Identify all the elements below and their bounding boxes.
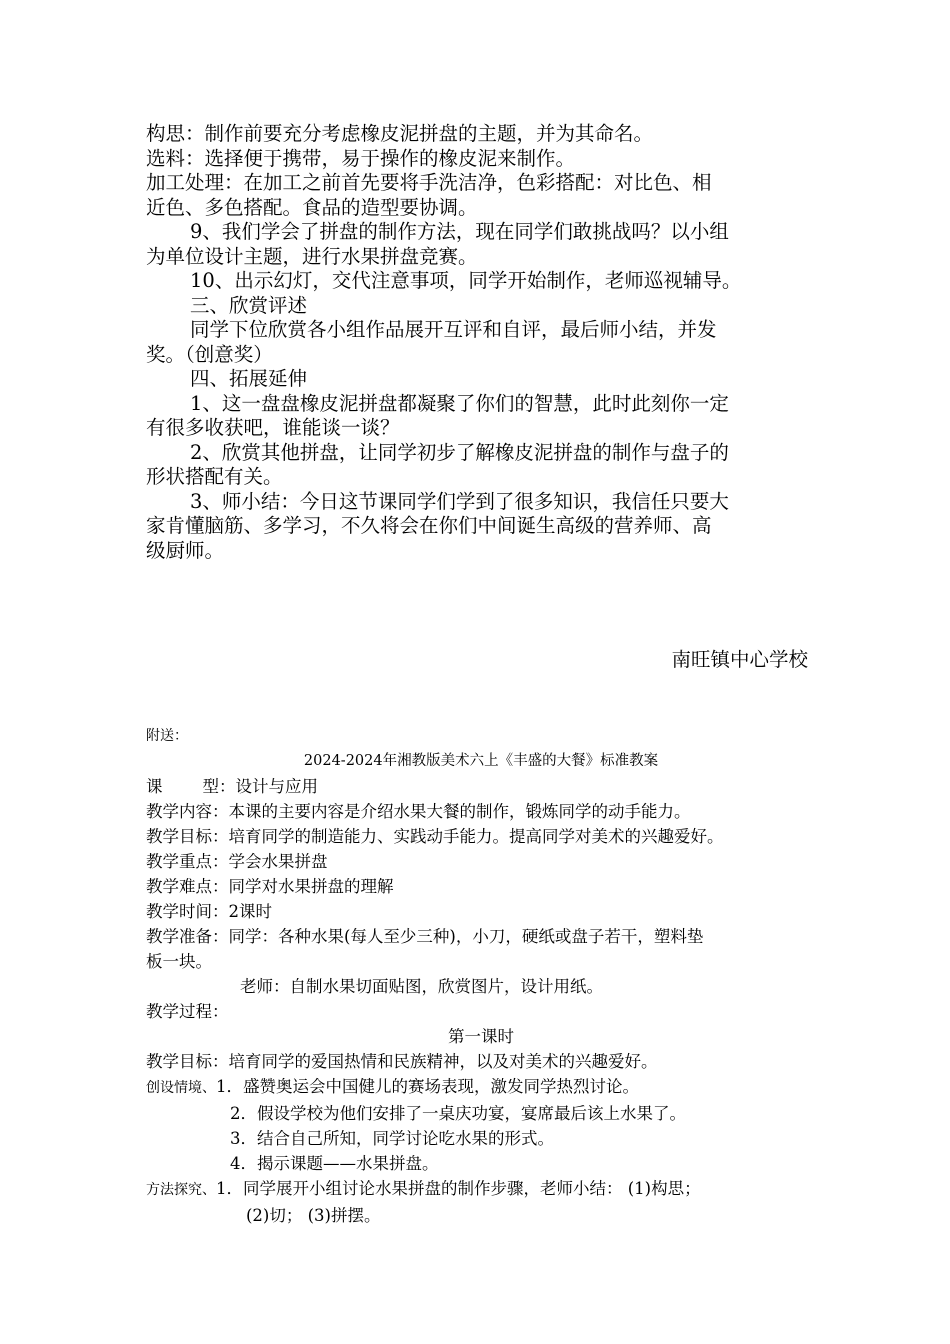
course-type-label: 课 bbox=[146, 777, 163, 796]
text-line: 有很多收获吧，谁能谈一谈？ bbox=[146, 416, 400, 439]
text-line: 1、这一盘盘橡皮泥拼盘都凝聚了你们的智慧，此时此刻你一定 bbox=[190, 391, 729, 415]
list-item: 2．假设学校为他们安排了一桌庆功宴，宴席最后该上水果了。 bbox=[230, 1104, 686, 1123]
teaching-prep-teacher: 老师：自制水果切面贴图，欣赏图片，设计用纸。 bbox=[240, 977, 603, 996]
text-line: 同学下位欣赏各小组作品展开互评和自评，最后师小结，并发 bbox=[190, 318, 717, 341]
intro-line bbox=[146, 1074, 816, 1101]
list-item: 1．盛赞奥运会中国健儿的赛场表现，激发同学热烈讨论。 bbox=[216, 1077, 639, 1096]
lesson-plan-part-2 bbox=[146, 724, 816, 1228]
text-line: 近色、多色搭配。食品的造型要协调。 bbox=[146, 195, 478, 219]
list-item: 4．揭示课题——水果拼盘。 bbox=[230, 1154, 439, 1173]
lesson-plan-part-1 bbox=[146, 122, 816, 563]
text-line: 10、出示幻灯，交代注意事项，同学开始制作，老师巡视辅导。 bbox=[190, 269, 742, 292]
method-line bbox=[146, 1176, 816, 1203]
teaching-process: 教学过程： bbox=[146, 1002, 229, 1021]
section-heading: 三、欣赏评述 bbox=[190, 293, 308, 317]
course-type-value: 型：设计与应用 bbox=[202, 777, 318, 796]
teaching-difficulty: 教学难点：同学对水果拼盘的理解 bbox=[146, 877, 394, 896]
teaching-prep-student: 教学准备：同学：各种水果(每人至少三种)，小刀，硬纸或盘子若干，塑料垫 bbox=[146, 927, 704, 946]
list-item: 1．同学展开小组讨论水果拼盘的制作步骤，老师小结： (1)构思； bbox=[216, 1179, 701, 1198]
text-line: 2、欣赏其他拼盘，让同学初步了解橡皮泥拼盘的制作与盘子的 bbox=[190, 440, 729, 464]
text-line: 构思：制作前要充分考虑橡皮泥拼盘的主题，并为其命名。 bbox=[146, 122, 654, 145]
method-label: 方法探究、 bbox=[146, 1182, 216, 1198]
text-line: 为单位设计主题，进行水果拼盘竞赛。 bbox=[146, 244, 478, 268]
teaching-time: 教学时间：2课时 bbox=[146, 902, 272, 921]
text-line: 3、师小结：今日这节课同学们学到了很多知识，我信任只要大 bbox=[190, 489, 729, 513]
teaching-prep-student-cont: 板一块。 bbox=[146, 952, 212, 971]
course-type-line bbox=[146, 774, 816, 799]
school-signature: 南旺镇中心学校 bbox=[671, 648, 808, 671]
text-line: 家肯懂脑筋、多学习，不久将会在你们中间诞生高级的营养师、高 bbox=[146, 514, 712, 537]
text-line: 形状搭配有关。 bbox=[146, 465, 283, 488]
text-line: 奖。（创意奖） bbox=[146, 342, 273, 366]
lesson-heading: 第一课时 bbox=[448, 1027, 514, 1046]
lesson-goal: 教学目标：培育同学的爱国热情和民族精神，以及对美术的兴趣爱好。 bbox=[146, 1052, 658, 1071]
attached-label: 附送： bbox=[146, 728, 188, 744]
text-line: 级厨师。 bbox=[146, 538, 225, 562]
list-item-cont: (2)切； (3)拼摆。 bbox=[246, 1206, 381, 1225]
lesson-plan-title: 2024-2024年湘教版美术六上《丰盛的大餐》标准教案 bbox=[303, 753, 659, 769]
teaching-key-point: 教学重点：学会水果拼盘 bbox=[146, 852, 328, 871]
section-heading: 四、拓展延伸 bbox=[190, 367, 308, 390]
intro-label: 创设情境、 bbox=[146, 1080, 216, 1096]
text-line: 9、我们学会了拼盘的制作方法，现在同学们敢挑战吗？以小组 bbox=[190, 220, 729, 243]
teaching-goal: 教学目标：培育同学的制造能力、实践动手能力。提高同学对美术的兴趣爱好。 bbox=[146, 827, 724, 846]
text-line: 加工处理：在加工之前首先要将手洗洁净，色彩搭配：对比色、相 bbox=[146, 171, 712, 194]
list-item: 3．结合自己所知，同学讨论吃水果的形式。 bbox=[230, 1129, 554, 1148]
teaching-content: 教学内容：本课的主要内容是介绍水果大餐的制作，锻炼同学的动手能力。 bbox=[146, 802, 691, 821]
text-line: 选料：选择便于携带，易于操作的橡皮泥来制作。 bbox=[146, 146, 576, 170]
